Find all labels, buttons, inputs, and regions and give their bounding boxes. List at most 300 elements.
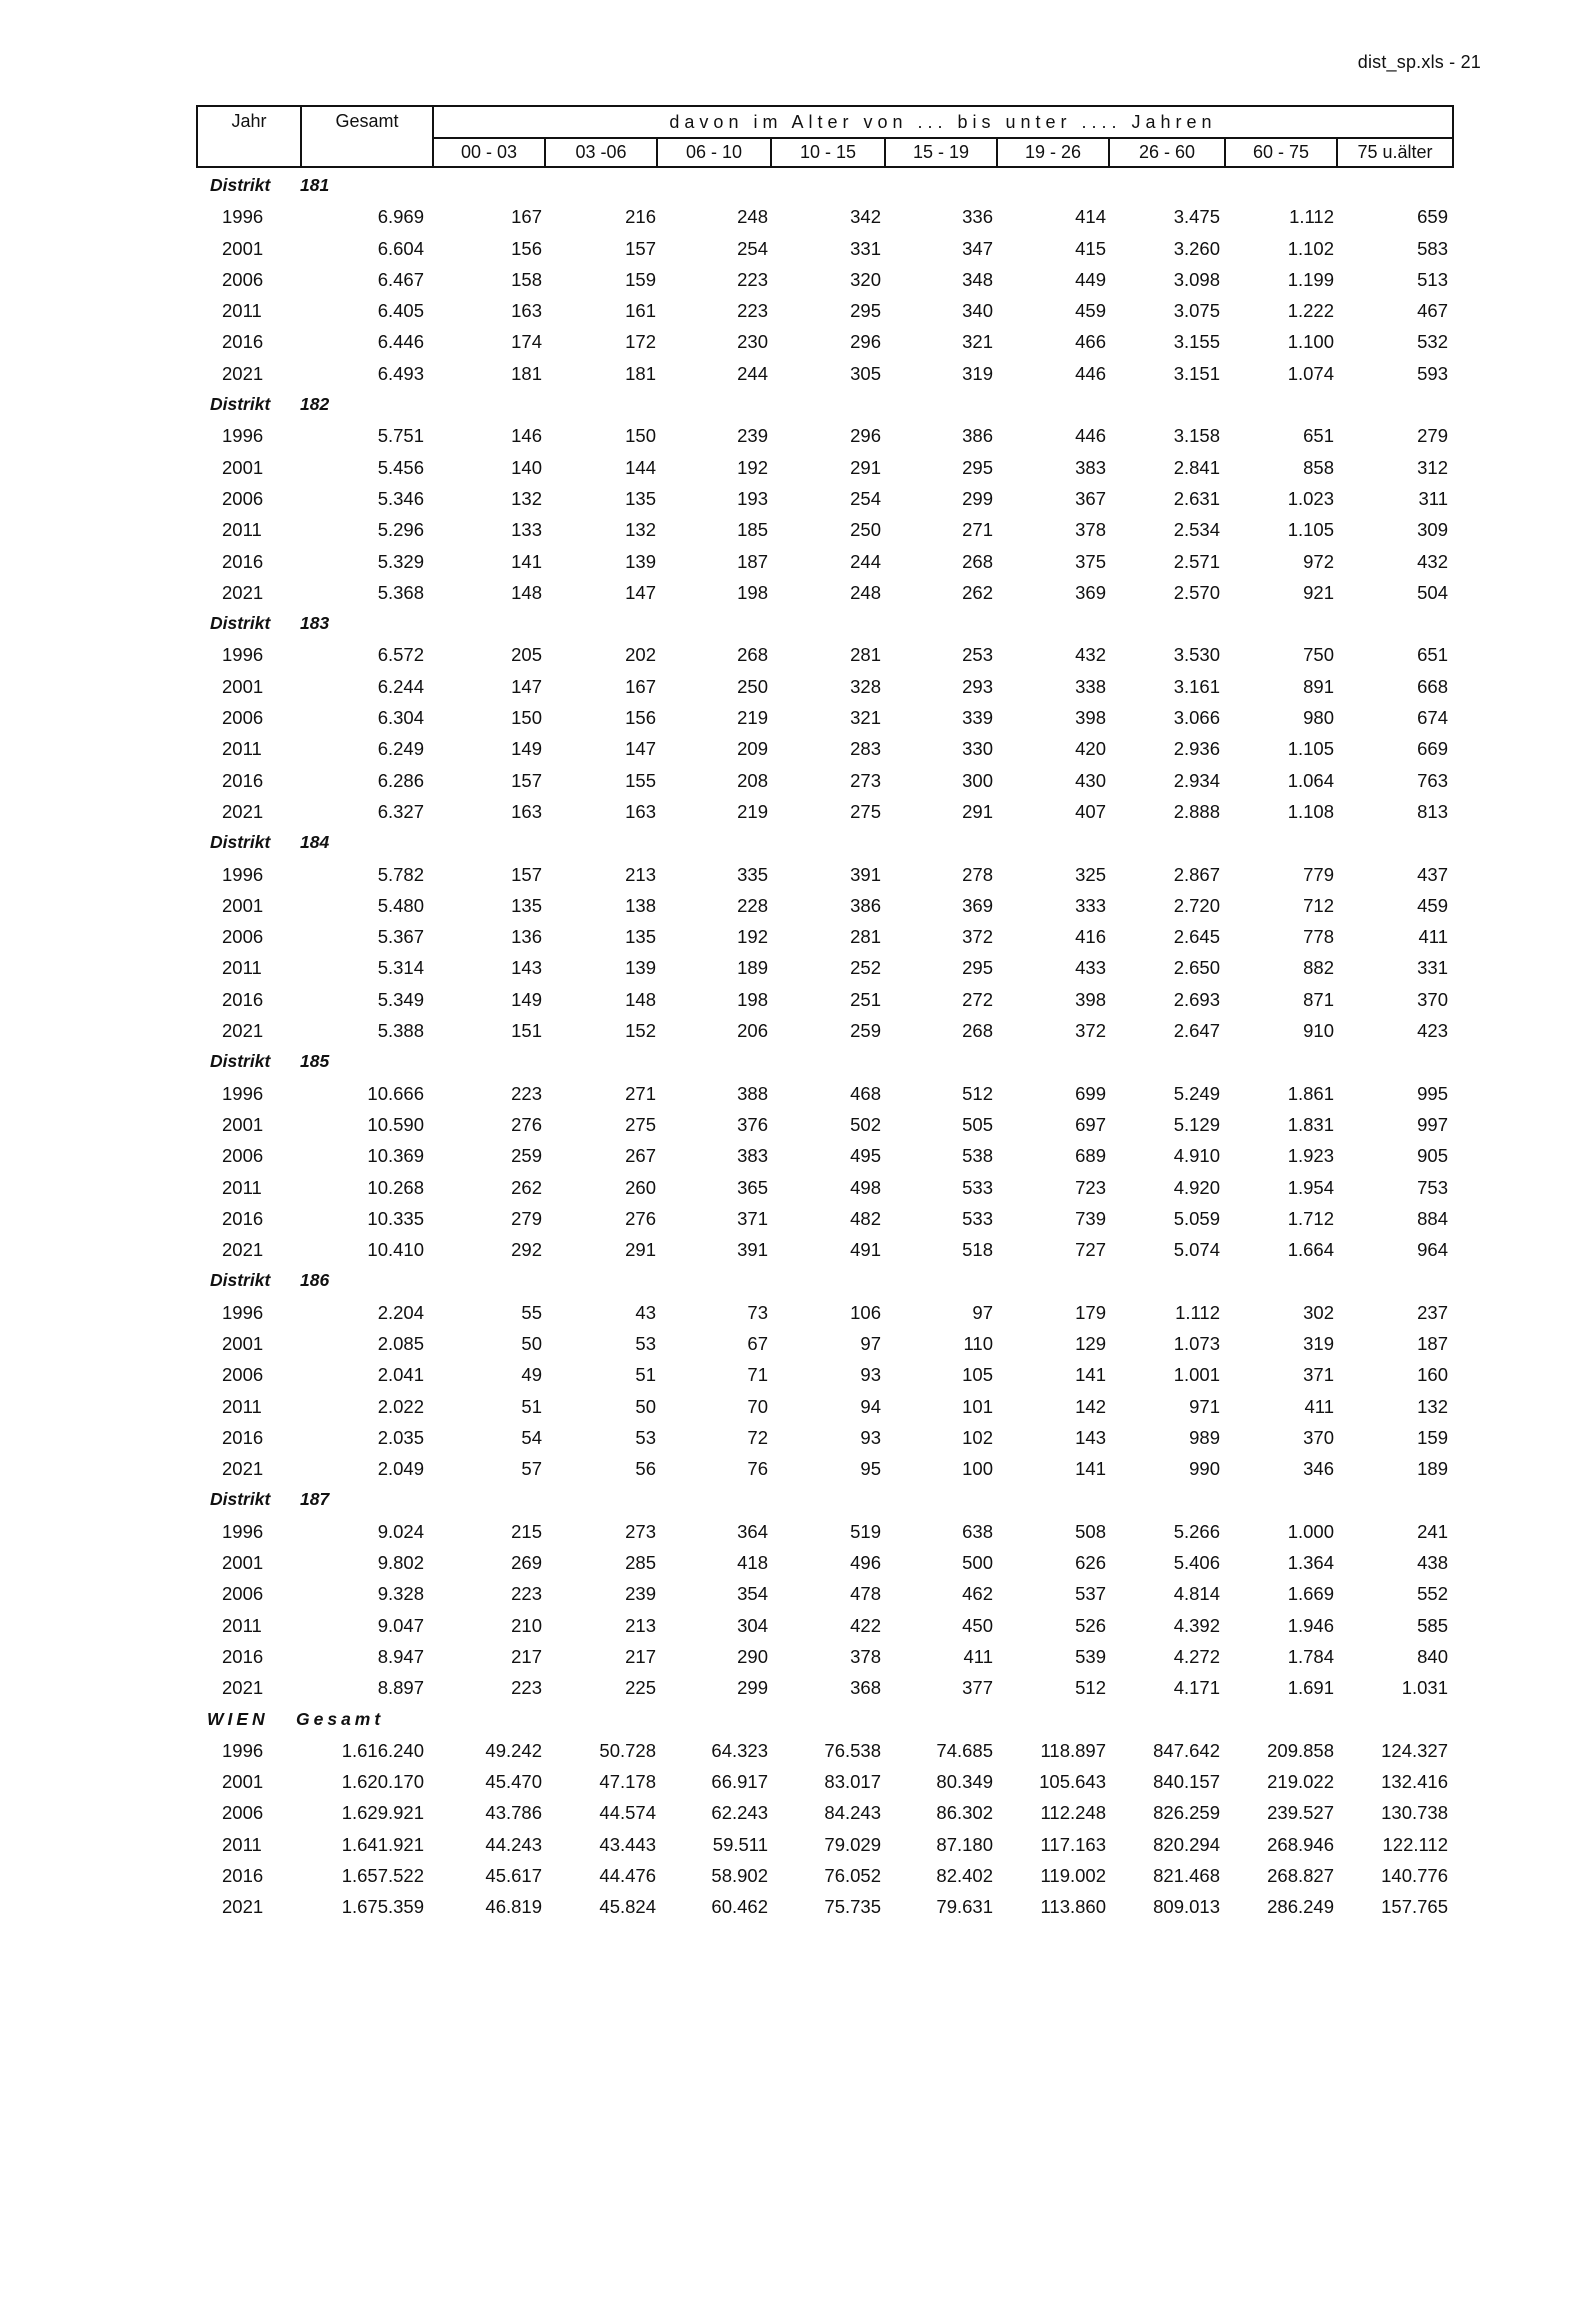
table-row xyxy=(0,1797,1585,1828)
age-value-cell: 215 xyxy=(511,1520,542,1542)
age-value-cell: 3.260 xyxy=(1173,237,1220,259)
age-value-cell: 43 xyxy=(635,1301,656,1323)
age-value-cell: 699 xyxy=(1075,1082,1106,1104)
age-value-cell: 292 xyxy=(511,1239,542,1261)
age-value-cell: 500 xyxy=(962,1552,993,1574)
age-value-cell: 267 xyxy=(625,1145,656,1167)
gesamt-cell: 6.969 xyxy=(377,206,424,228)
gesamt-cell: 1.629.921 xyxy=(341,1802,424,1824)
age-value-cell: 129 xyxy=(1075,1332,1106,1354)
age-value-cell: 272 xyxy=(962,988,993,1010)
year-cell: 2011 xyxy=(222,738,262,760)
age-value-cell: 5.074 xyxy=(1173,1239,1220,1261)
age-value-cell: 259 xyxy=(850,1020,881,1042)
age-value-cell: 2.693 xyxy=(1173,988,1220,1010)
year-cell: 2006 xyxy=(222,1583,264,1605)
year-cell: 2001 xyxy=(222,237,264,259)
age-value-cell: 1.031 xyxy=(1401,1677,1448,1699)
gesamt-cell: 2.022 xyxy=(377,1395,424,1417)
age-value-cell: 244 xyxy=(737,362,768,384)
age-value-cell: 697 xyxy=(1075,1113,1106,1135)
age-value-cell: 1.831 xyxy=(1287,1113,1334,1135)
age-value-cell: 398 xyxy=(1075,988,1106,1010)
age-value-cell: 346 xyxy=(1303,1458,1334,1480)
year-cell: 2006 xyxy=(222,487,264,509)
age-value-cell: 157 xyxy=(625,237,656,259)
age-value-cell: 1.712 xyxy=(1287,1207,1334,1229)
section-code: 187 xyxy=(300,1489,330,1510)
header-gesamt: Gesamt xyxy=(335,111,399,131)
age-value-cell: 237 xyxy=(1417,1301,1448,1323)
age-value-cell: 391 xyxy=(850,863,881,885)
age-value-cell: 433 xyxy=(1075,957,1106,979)
age-value-cell: 100 xyxy=(962,1458,993,1480)
age-value-cell: 142 xyxy=(1075,1395,1106,1417)
age-value-cell: 110 xyxy=(963,1332,993,1354)
age-value-cell: 241 xyxy=(1417,1520,1448,1542)
year-cell: 2021 xyxy=(222,1896,264,1918)
age-value-cell: 83.017 xyxy=(824,1771,881,1793)
gesamt-cell: 6.249 xyxy=(377,738,424,760)
age-value-cell: 347 xyxy=(962,237,993,259)
age-value-cell: 276 xyxy=(625,1207,656,1229)
age-value-cell: 140.776 xyxy=(1381,1865,1448,1887)
age-value-cell: 325 xyxy=(1075,863,1106,885)
age-value-cell: 76.052 xyxy=(824,1865,881,1887)
age-value-cell: 94 xyxy=(860,1395,881,1417)
table-row xyxy=(0,295,1585,326)
age-value-cell: 138 xyxy=(625,894,656,916)
age-value-cell: 80.349 xyxy=(936,1771,993,1793)
year-cell: 1996 xyxy=(222,206,264,228)
table-row xyxy=(0,1766,1585,1797)
age-value-cell: 370 xyxy=(1303,1426,1334,1448)
age-value-cell: 739 xyxy=(1075,1207,1106,1229)
table-row xyxy=(0,1359,1585,1390)
age-value-cell: 219 xyxy=(737,800,768,822)
age-value-cell: 467 xyxy=(1417,300,1448,322)
age-value-cell: 2.867 xyxy=(1173,863,1220,885)
age-value-cell: 118.897 xyxy=(1040,1739,1106,1761)
year-cell: 2016 xyxy=(222,1645,264,1667)
gesamt-cell: 6.493 xyxy=(377,362,424,384)
age-value-cell: 185 xyxy=(737,519,768,541)
age-value-cell: 367 xyxy=(1075,487,1106,509)
age-value-cell: 997 xyxy=(1417,1113,1448,1135)
age-value-cell: 495 xyxy=(850,1145,881,1167)
age-value-cell: 459 xyxy=(1417,894,1448,916)
age-value-cell: 328 xyxy=(850,675,881,697)
age-value-cell: 388 xyxy=(737,1082,768,1104)
age-value-cell: 143 xyxy=(1075,1426,1106,1448)
age-value-cell: 5.406 xyxy=(1173,1552,1220,1574)
age-value-cell: 260 xyxy=(625,1176,656,1198)
table-row xyxy=(0,1860,1585,1891)
age-value-cell: 71 xyxy=(747,1364,768,1386)
age-value-cell: 420 xyxy=(1075,738,1106,760)
age-value-cell: 1.073 xyxy=(1173,1332,1220,1354)
age-value-cell: 181 xyxy=(625,362,656,384)
age-value-cell: 112.248 xyxy=(1040,1802,1106,1824)
age-value-cell: 93 xyxy=(860,1364,881,1386)
age-value-cell: 364 xyxy=(737,1520,768,1542)
age-value-cell: 45.617 xyxy=(485,1865,542,1887)
age-value-cell: 438 xyxy=(1417,1552,1448,1574)
age-value-cell: 268 xyxy=(737,644,768,666)
age-value-cell: 2.647 xyxy=(1173,1020,1220,1042)
age-value-cell: 505 xyxy=(962,1113,993,1135)
age-value-cell: 56 xyxy=(635,1458,656,1480)
year-cell: 2011 xyxy=(222,1176,262,1198)
age-value-cell: 432 xyxy=(1417,550,1448,572)
gesamt-cell: 9.328 xyxy=(377,1583,424,1605)
age-value-cell: 44.574 xyxy=(599,1802,656,1824)
year-cell: 2011 xyxy=(222,1395,262,1417)
age-value-cell: 891 xyxy=(1303,675,1334,697)
age-value-cell: 368 xyxy=(850,1677,881,1699)
age-value-cell: 3.475 xyxy=(1173,206,1220,228)
age-value-cell: 144 xyxy=(625,456,656,478)
age-value-cell: 1.923 xyxy=(1287,1145,1334,1167)
year-cell: 1996 xyxy=(222,1739,264,1761)
age-value-cell: 291 xyxy=(625,1239,656,1261)
age-value-cell: 821.468 xyxy=(1153,1865,1220,1887)
age-value-cell: 46.819 xyxy=(485,1896,542,1918)
section-header xyxy=(0,1046,1585,1077)
age-value-cell: 271 xyxy=(625,1082,656,1104)
age-value-cell: 727 xyxy=(1075,1239,1106,1261)
age-value-cell: 1.064 xyxy=(1287,769,1334,791)
age-value-cell: 386 xyxy=(962,425,993,447)
table-row xyxy=(0,671,1585,702)
age-value-cell: 512 xyxy=(1075,1677,1106,1699)
year-cell: 2021 xyxy=(222,1020,264,1042)
age-value-cell: 1.074 xyxy=(1287,362,1334,384)
year-cell: 2021 xyxy=(222,1458,264,1480)
age-value-cell: 377 xyxy=(962,1677,993,1699)
age-value-cell: 319 xyxy=(1303,1332,1334,1354)
age-value-cell: 2.841 xyxy=(1173,456,1220,478)
age-value-cell: 45.470 xyxy=(485,1771,542,1793)
table-row xyxy=(0,358,1585,389)
year-cell: 2016 xyxy=(222,1426,264,1448)
year-cell: 2001 xyxy=(222,675,264,697)
age-value-cell: 1.112 xyxy=(1175,1301,1220,1323)
age-value-cell: 161 xyxy=(625,300,656,322)
age-value-cell: 281 xyxy=(850,644,881,666)
age-value-cell: 156 xyxy=(625,707,656,729)
table-row xyxy=(0,1234,1585,1265)
age-value-cell: 1.100 xyxy=(1287,331,1334,353)
age-value-cell: 502 xyxy=(850,1113,881,1135)
age-value-cell: 354 xyxy=(737,1583,768,1605)
age-value-cell: 72 xyxy=(747,1426,768,1448)
gesamt-cell: 5.367 xyxy=(377,926,424,948)
gesamt-cell: 1.641.921 xyxy=(341,1833,424,1855)
age-value-cell: 468 xyxy=(850,1082,881,1104)
header-age-group: 19 - 26 xyxy=(1024,142,1082,162)
table-row xyxy=(0,483,1585,514)
age-value-cell: 466 xyxy=(1075,331,1106,353)
age-value-cell: 5.129 xyxy=(1173,1113,1220,1135)
age-value-cell: 437 xyxy=(1417,863,1448,885)
age-value-cell: 269 xyxy=(511,1552,542,1574)
age-value-cell: 1.199 xyxy=(1287,268,1334,290)
age-value-cell: 76 xyxy=(747,1458,768,1480)
age-value-cell: 450 xyxy=(962,1614,993,1636)
age-value-cell: 187 xyxy=(1417,1332,1448,1354)
age-value-cell: 151 xyxy=(511,1020,542,1042)
age-value-cell: 239 xyxy=(625,1583,656,1605)
age-value-cell: 141 xyxy=(1075,1364,1106,1386)
section-label: WIEN xyxy=(207,1708,269,1729)
age-value-cell: 4.272 xyxy=(1173,1645,1220,1667)
age-value-cell: 156 xyxy=(511,237,542,259)
age-value-cell: 518 xyxy=(962,1239,993,1261)
gesamt-cell: 8.897 xyxy=(377,1677,424,1699)
age-value-cell: 50 xyxy=(635,1395,656,1417)
age-value-cell: 223 xyxy=(511,1082,542,1104)
age-value-cell: 491 xyxy=(850,1239,881,1261)
year-cell: 2021 xyxy=(222,800,264,822)
age-value-cell: 386 xyxy=(850,894,881,916)
age-value-cell: 462 xyxy=(962,1583,993,1605)
age-value-cell: 132 xyxy=(511,487,542,509)
age-value-cell: 102 xyxy=(962,1426,993,1448)
header-age-group: 00 - 03 xyxy=(460,142,518,162)
age-value-cell: 44.476 xyxy=(599,1865,656,1887)
age-value-cell: 135 xyxy=(511,894,542,916)
age-value-cell: 148 xyxy=(625,988,656,1010)
age-value-cell: 2.720 xyxy=(1173,894,1220,916)
table-row xyxy=(0,420,1585,451)
gesamt-cell: 2.035 xyxy=(377,1426,424,1448)
year-cell: 2011 xyxy=(222,957,262,979)
age-value-cell: 124.327 xyxy=(1381,1739,1448,1761)
age-value-cell: 209.858 xyxy=(1267,1739,1334,1761)
age-value-cell: 533 xyxy=(962,1176,993,1198)
age-value-cell: 5.266 xyxy=(1173,1520,1220,1542)
age-value-cell: 365 xyxy=(737,1176,768,1198)
age-value-cell: 174 xyxy=(511,331,542,353)
age-value-cell: 858 xyxy=(1303,456,1334,478)
age-value-cell: 86.302 xyxy=(936,1802,993,1824)
age-value-cell: 93 xyxy=(860,1426,881,1448)
age-value-cell: 585 xyxy=(1417,1614,1448,1636)
table-row xyxy=(0,1109,1585,1140)
section-header xyxy=(0,1704,1585,1735)
age-value-cell: 279 xyxy=(511,1207,542,1229)
section-header xyxy=(0,389,1585,420)
age-value-cell: 251 xyxy=(850,988,881,1010)
gesamt-cell: 10.335 xyxy=(367,1207,424,1229)
year-cell: 2006 xyxy=(222,707,264,729)
age-value-cell: 208 xyxy=(737,769,768,791)
gesamt-cell: 8.947 xyxy=(377,1645,424,1667)
age-value-cell: 43.443 xyxy=(599,1833,656,1855)
age-value-cell: 152 xyxy=(625,1020,656,1042)
header-age-group: 15 - 19 xyxy=(912,142,970,162)
gesamt-cell: 6.467 xyxy=(377,268,424,290)
age-value-cell: 321 xyxy=(850,707,881,729)
age-value-cell: 95 xyxy=(860,1458,881,1480)
gesamt-cell: 2.204 xyxy=(377,1301,424,1323)
year-cell: 2016 xyxy=(222,331,264,353)
age-value-cell: 1.946 xyxy=(1287,1614,1334,1636)
age-value-cell: 150 xyxy=(625,425,656,447)
year-cell: 2001 xyxy=(222,1113,264,1135)
table-row xyxy=(0,921,1585,952)
table-row xyxy=(0,1547,1585,1578)
age-value-cell: 331 xyxy=(850,237,881,259)
age-value-cell: 921 xyxy=(1303,581,1334,603)
age-value-cell: 539 xyxy=(1075,1645,1106,1667)
age-value-cell: 482 xyxy=(850,1207,881,1229)
age-value-cell: 340 xyxy=(962,300,993,322)
age-value-cell: 163 xyxy=(511,800,542,822)
table-row xyxy=(0,859,1585,890)
year-cell: 2016 xyxy=(222,1207,264,1229)
year-cell: 1996 xyxy=(222,1301,264,1323)
age-value-cell: 2.936 xyxy=(1173,738,1220,760)
age-value-cell: 141 xyxy=(511,550,542,572)
age-value-cell: 376 xyxy=(737,1113,768,1135)
age-value-cell: 50 xyxy=(521,1332,542,1354)
age-value-cell: 273 xyxy=(850,769,881,791)
age-value-cell: 319 xyxy=(962,362,993,384)
gesamt-cell: 5.314 xyxy=(377,957,424,979)
age-value-cell: 217 xyxy=(511,1645,542,1667)
table-row xyxy=(0,1641,1585,1672)
age-value-cell: 980 xyxy=(1303,707,1334,729)
table-row xyxy=(0,1172,1585,1203)
age-value-cell: 2.934 xyxy=(1173,769,1220,791)
age-value-cell: 321 xyxy=(962,331,993,353)
gesamt-cell: 2.085 xyxy=(377,1332,424,1354)
age-value-cell: 219.022 xyxy=(1267,1771,1334,1793)
age-value-cell: 3.075 xyxy=(1173,300,1220,322)
section-code: 185 xyxy=(300,1051,330,1072)
age-value-cell: 583 xyxy=(1417,237,1448,259)
age-value-cell: 147 xyxy=(625,581,656,603)
age-value-cell: 163 xyxy=(625,800,656,822)
age-value-cell: 268.946 xyxy=(1267,1833,1334,1855)
age-value-cell: 82.402 xyxy=(936,1865,993,1887)
age-value-cell: 254 xyxy=(737,237,768,259)
age-value-cell: 3.151 xyxy=(1173,362,1220,384)
year-cell: 2011 xyxy=(222,1614,262,1636)
age-value-cell: 2.631 xyxy=(1173,487,1220,509)
age-value-cell: 117.163 xyxy=(1040,1833,1106,1855)
age-value-cell: 262 xyxy=(962,581,993,603)
age-value-cell: 1.664 xyxy=(1287,1239,1334,1261)
age-value-cell: 2.650 xyxy=(1173,957,1220,979)
age-value-cell: 309 xyxy=(1417,519,1448,541)
age-value-cell: 5.059 xyxy=(1173,1207,1220,1229)
gesamt-cell: 9.024 xyxy=(377,1520,424,1542)
age-value-cell: 371 xyxy=(1303,1364,1334,1386)
age-value-cell: 50.728 xyxy=(599,1739,656,1761)
age-value-cell: 1.222 xyxy=(1287,300,1334,322)
age-value-cell: 626 xyxy=(1075,1552,1106,1574)
age-value-cell: 44.243 xyxy=(485,1833,542,1855)
age-value-cell: 132 xyxy=(625,519,656,541)
age-value-cell: 4.910 xyxy=(1173,1145,1220,1167)
age-value-cell: 55 xyxy=(521,1301,542,1323)
age-value-cell: 1.000 xyxy=(1287,1520,1334,1542)
gesamt-cell: 9.047 xyxy=(377,1614,424,1636)
gesamt-cell: 1.620.170 xyxy=(341,1771,424,1793)
section-code: 184 xyxy=(300,832,330,853)
age-value-cell: 189 xyxy=(1417,1458,1448,1480)
header-age-group: 06 - 10 xyxy=(685,142,743,162)
age-value-cell: 295 xyxy=(962,957,993,979)
age-value-cell: 105 xyxy=(962,1364,993,1386)
age-value-cell: 383 xyxy=(1075,456,1106,478)
age-value-cell: 1.108 xyxy=(1287,800,1334,822)
age-value-cell: 3.161 xyxy=(1173,675,1220,697)
age-value-cell: 101 xyxy=(962,1395,993,1417)
age-value-cell: 372 xyxy=(1075,1020,1106,1042)
age-value-cell: 910 xyxy=(1303,1020,1334,1042)
age-value-cell: 411 xyxy=(963,1645,993,1667)
age-value-cell: 407 xyxy=(1075,800,1106,822)
age-value-cell: 882 xyxy=(1303,957,1334,979)
age-value-cell: 53 xyxy=(635,1426,656,1448)
age-value-cell: 136 xyxy=(511,926,542,948)
age-value-cell: 300 xyxy=(962,769,993,791)
age-value-cell: 750 xyxy=(1303,644,1334,666)
table-row xyxy=(0,264,1585,295)
gesamt-cell: 5.388 xyxy=(377,1020,424,1042)
age-value-cell: 813 xyxy=(1417,800,1448,822)
age-value-cell: 871 xyxy=(1303,988,1334,1010)
age-value-cell: 167 xyxy=(625,675,656,697)
age-value-cell: 49.242 xyxy=(485,1739,542,1761)
age-value-cell: 498 xyxy=(850,1176,881,1198)
age-value-cell: 779 xyxy=(1303,863,1334,885)
section-code: 183 xyxy=(300,613,330,634)
age-value-cell: 268.827 xyxy=(1267,1865,1334,1887)
age-value-cell: 140 xyxy=(511,456,542,478)
age-value-cell: 312 xyxy=(1417,456,1448,478)
age-value-cell: 809.013 xyxy=(1153,1896,1220,1918)
age-value-cell: 723 xyxy=(1075,1176,1106,1198)
age-value-cell: 826.259 xyxy=(1153,1802,1220,1824)
age-value-cell: 248 xyxy=(737,206,768,228)
age-value-cell: 763 xyxy=(1417,769,1448,791)
age-value-cell: 122.112 xyxy=(1382,1833,1448,1855)
age-value-cell: 217 xyxy=(625,1645,656,1667)
age-value-cell: 311 xyxy=(1418,487,1448,509)
age-value-cell: 113.860 xyxy=(1040,1896,1106,1918)
table-row xyxy=(0,1422,1585,1453)
age-value-cell: 54 xyxy=(521,1426,542,1448)
age-value-cell: 342 xyxy=(850,206,881,228)
age-value-cell: 659 xyxy=(1417,206,1448,228)
age-value-cell: 139 xyxy=(625,957,656,979)
table-row xyxy=(0,201,1585,232)
table-row xyxy=(0,639,1585,670)
age-value-cell: 105.643 xyxy=(1039,1771,1106,1793)
age-value-cell: 411 xyxy=(1304,1395,1334,1417)
age-value-cell: 1.105 xyxy=(1287,738,1334,760)
gesamt-cell: 9.802 xyxy=(377,1552,424,1574)
age-value-cell: 2.645 xyxy=(1173,926,1220,948)
age-value-cell: 1.001 xyxy=(1173,1364,1220,1386)
age-value-cell: 1.954 xyxy=(1287,1176,1334,1198)
age-value-cell: 1.669 xyxy=(1287,1583,1334,1605)
